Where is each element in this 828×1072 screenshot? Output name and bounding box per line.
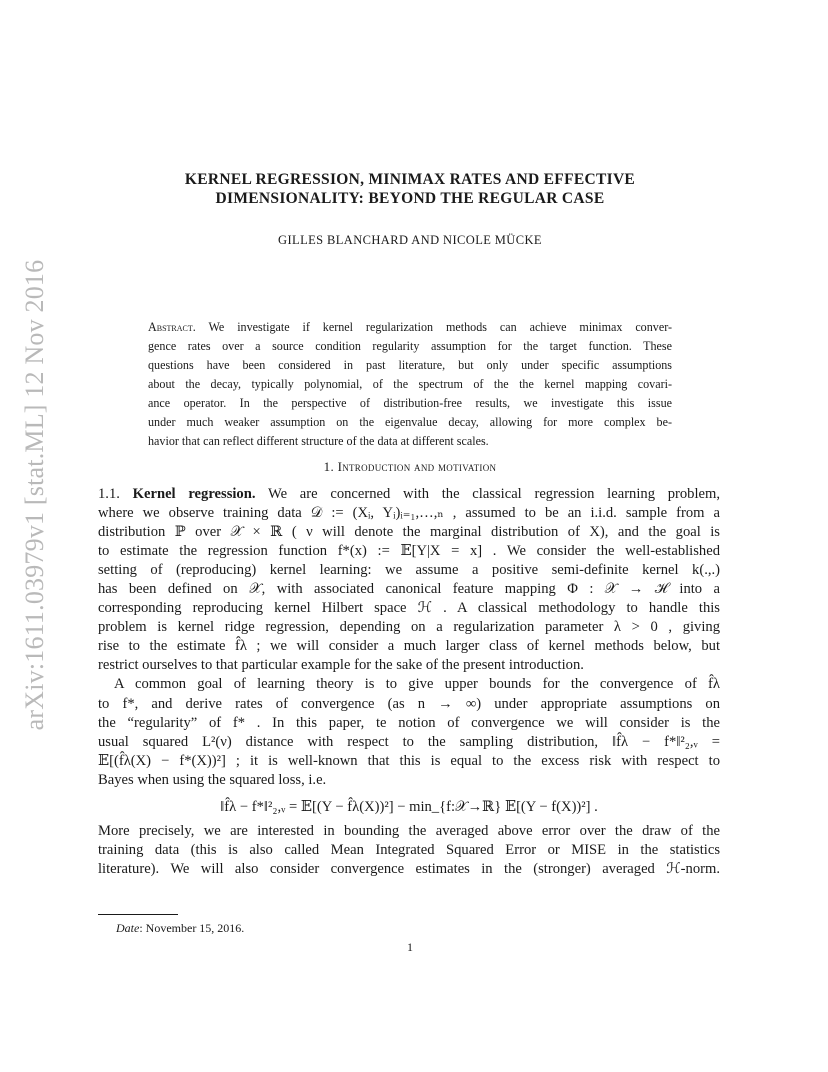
abstract-line: questions have been considered in past literature, but only under specific assumptions — [148, 358, 672, 373]
title-line-1: KERNEL REGRESSION, MINIMAX RATES AND EFFECTIVE — [184, 171, 636, 188]
paragraph-line: the “regularity” of f* . In this paper, te notion of convergence we will consider is the — [98, 714, 720, 731]
abstract-line: under much weaker assumption on the eigenvalue decay, allowing for more complex be- — [148, 415, 672, 430]
paragraph-line: setting of (reproducing) kernel learning: we assume a positive semi-definite kernel k(.,.) — [98, 562, 720, 579]
arxiv-identifier: arXiv:1611.03979v1 [stat.ML] 12 Nov 2016 — [20, 259, 49, 731]
paragraph-line: More precisely, we are interested in bounding the averaged above error over the draw of the — [98, 822, 720, 839]
footnote-label: Date — [116, 921, 140, 935]
paper-title — [100, 170, 720, 208]
paragraph-line: 1.1. Kernel regression. We are concerned with the classical regression learning problem, — [98, 486, 721, 502]
section-title: Introduction and motivation — [337, 459, 497, 474]
abstract-line: ance operator. In the perspective of distribution-free results, we investigate this issue — [148, 396, 672, 411]
section-number: 1. — [323, 459, 335, 474]
paragraph-line: training data (this is also called Mean Integrated Squared Error or MISE in the statistics — [98, 841, 720, 858]
abstract-label: Abstract. — [148, 320, 196, 334]
paragraph-line: corresponding reproducing kernel Hilbert space ℋ . A classical methodology to handle this — [98, 600, 720, 617]
paragraph-line: distribution ℙ over 𝒳 × ℝ ( ν will denote the marginal distribution of X), and the goal is — [98, 524, 720, 541]
subsection-title: Kernel regression. — [132, 486, 256, 502]
paragraph-line: to f*, and derive rates of convergence (as n → ∞) under appropriate assumptions on — [98, 695, 720, 712]
subsection-number: 1.1. — [98, 486, 120, 502]
abstract-line: about the decay, typically polynomial, of the spectrum of the the kernel mapping covari- — [148, 377, 672, 392]
paragraph-line: Bayes when using the squared loss, i.e. — [98, 771, 327, 788]
paragraph-line: usual squared L²(ν) distance with respect to the sampling distribution, ‖f̂λ − f*‖²₂,ᵥ = — [98, 733, 720, 750]
footnote-rule — [98, 914, 178, 915]
footnote-date — [116, 921, 244, 936]
body-text — [98, 485, 720, 879]
abstract-line: havior that can reflect different structure of the data at different scales. — [148, 434, 489, 449]
section-heading — [100, 459, 720, 475]
paragraph-line: to estimate the regression function f*(x) := 𝔼[Y|X = x] . We consider the well-established — [98, 543, 720, 560]
paragraph-line: rise to the estimate f̂λ ; we will consider a much larger class of kernel methods below, but — [98, 638, 720, 655]
paragraph-line: A common goal of learning theory is to give upper bounds for the convergence of f̂λ — [114, 676, 720, 693]
paragraph-line: where we observe training data 𝒟 := (Xᵢ, Yᵢ)ᵢ₌₁,…,ₙ , assumed to be an i.i.d. sample from a — [98, 505, 720, 522]
paragraph-line: problem is kernel ridge regression, depending on a regularization parameter λ > 0 , giving — [98, 619, 720, 636]
arxiv-sidebar-stamp — [20, 240, 50, 750]
display-equation: ‖f̂λ − f*‖²₂,ᵥ = 𝔼[(Y − f̂λ(X))²] − min_{f:𝒳→ℝ} 𝔼[(Y − f(X))²] . — [220, 798, 598, 815]
abstract — [148, 319, 672, 452]
footnote-text: : November 15, 2016. — [139, 921, 245, 935]
paragraph-line: 𝔼[(f̂λ(X) − f*(X))²] ; it is well-known that this is equal to the excess risk with respect to — [98, 752, 720, 769]
page-number: 1 — [407, 940, 413, 954]
paragraph-line: restrict ourselves to that particular example for the sake of the present introduction. — [98, 657, 584, 674]
abstract-line: gence rates over a source condition regularity assumption for the target function. These — [148, 339, 672, 354]
paragraph-line: has been defined on 𝒳, with associated canonical feature mapping Φ : 𝒳 → ℋ into a — [98, 581, 720, 598]
author-list: GILLES BLANCHARD AND NICOLE MÜCKE — [278, 233, 542, 247]
paragraph-line: literature). We will also consider convergence estimates in the (stronger) averaged ℋ-norm. — [98, 860, 720, 877]
abstract-line: We investigate if kernel regularization methods can achieve minimax conver- — [208, 320, 673, 334]
title-line-2: DIMENSIONALITY: BEYOND THE REGULAR CASE — [215, 190, 605, 207]
